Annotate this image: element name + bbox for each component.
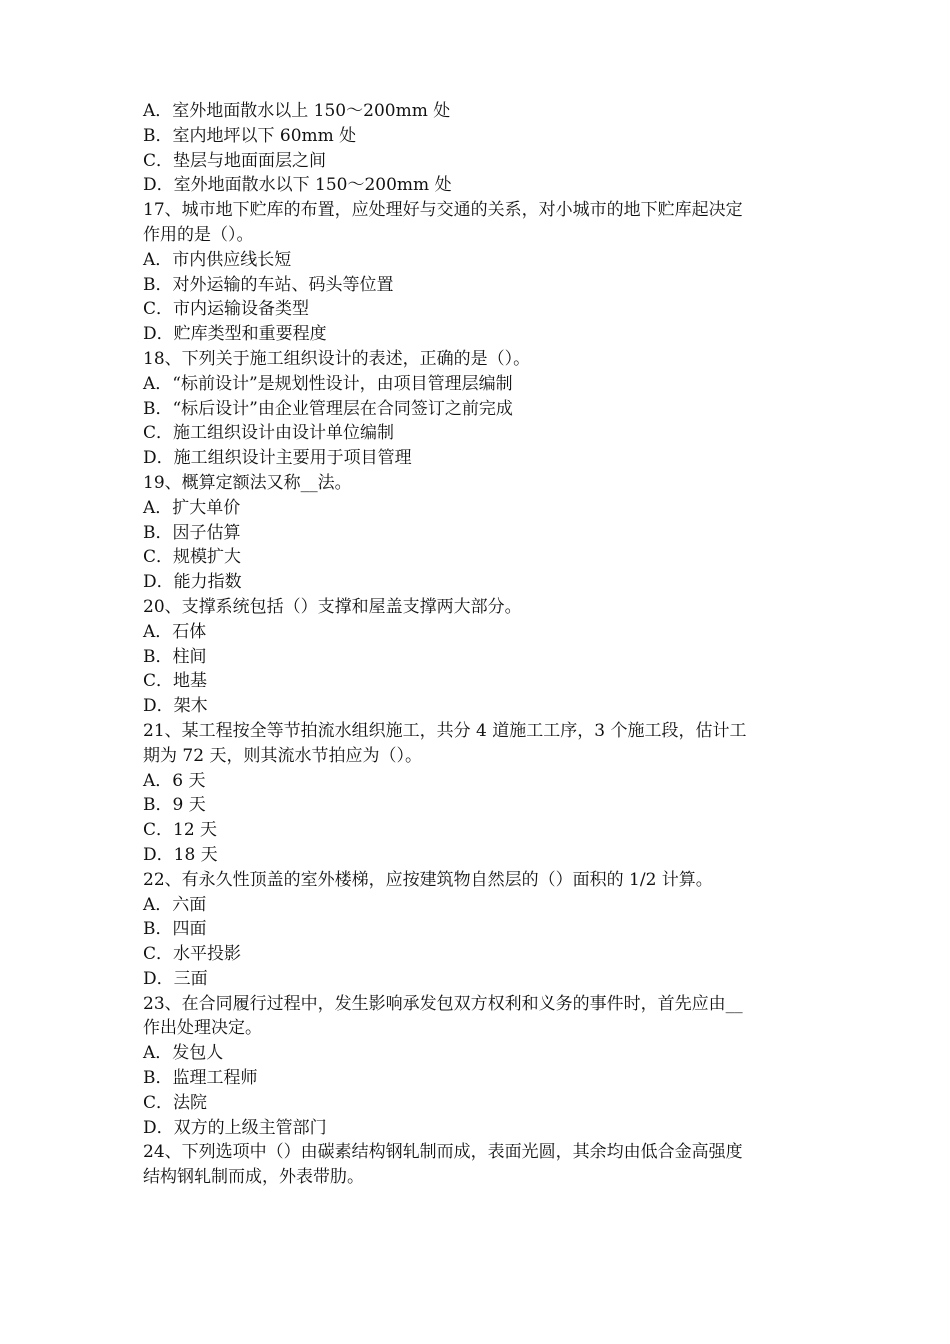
question-21: 21、某工程按全等节拍流水组织施工，共分 4 道施工工序，3 个施工段，估计工	[143, 720, 747, 741]
option-a-q17: A．市内供应线长短	[143, 249, 292, 270]
option-c-q20: C．地基	[143, 671, 208, 692]
question-24-cont: 结构钢轧制而成，外表带肋。	[143, 1167, 364, 1188]
option-d-q17: D．贮库类型和重要程度	[143, 324, 327, 345]
document-page	[143, 99, 823, 1190]
option-c-q23: C．法院	[143, 1092, 208, 1113]
option-c-q17: C．市内运输设备类型	[143, 299, 310, 320]
option-c-q21: C．12 天	[143, 820, 218, 841]
option-d-q21: D．18 天	[143, 844, 218, 865]
question-17-cont: 作用的是（）。	[143, 224, 254, 245]
option-a-q23: A．发包人	[143, 1043, 224, 1064]
option-a-q22: A．六面	[143, 894, 207, 915]
option-b-q17: B．对外运输的车站、码头等位置	[143, 274, 394, 295]
option-d-q22: D．三面	[143, 968, 208, 989]
option-d-q20: D．架木	[143, 696, 208, 717]
question-19: 19、概算定额法又称__法。	[143, 472, 352, 493]
option-b-q16: B．室内地坪以下 60mm 处	[143, 125, 357, 146]
option-d-q19: D．能力指数	[143, 572, 242, 593]
question-18: 18、下列关于施工组织设计的表述，正确的是（）。	[143, 348, 531, 369]
option-c-q22: C．水平投影	[143, 944, 242, 965]
option-a-q21: A．6 天	[143, 770, 206, 791]
question-20: 20、支撑系统包括（）支撑和屋盖支撑两大部分。	[143, 596, 522, 617]
option-a-q18: A．“标前设计”是规划性设计，由项目管理层编制	[143, 373, 513, 394]
option-a-q20: A．石体	[143, 621, 207, 642]
option-a-q19: A．扩大单价	[143, 497, 241, 518]
option-d-q18: D．施工组织设计主要用于项目管理	[143, 448, 412, 469]
option-c-q19: C．规模扩大	[143, 547, 242, 568]
option-b-q22: B．四面	[143, 919, 207, 940]
option-b-q21: B．9 天	[143, 795, 206, 816]
option-b-q23: B．监理工程师	[143, 1068, 258, 1089]
option-d-q23: D．双方的上级主管部门	[143, 1117, 327, 1138]
option-b-q18: B．“标后设计”由企业管理层在合同签订之前完成	[143, 398, 513, 419]
question-23-cont: 作出处理决定。	[143, 1018, 262, 1039]
question-22: 22、有永久性顶盖的室外楼梯，应按建筑物自然层的（）面积的 1/2 计算。	[143, 869, 713, 890]
question-24: 24、下列选项中（）由碳素结构钢轧制而成，表面光圆，其余均由低合金高强度	[143, 1142, 743, 1163]
option-a-q16: A．室外地面散水以上 150～200mm 处	[143, 101, 451, 121]
option-b-q19: B．因子估算	[143, 522, 241, 543]
option-c-q16: C．垫层与地面面层之间	[143, 150, 327, 171]
question-17: 17、城市地下贮库的布置，应处理好与交通的关系，对小城市的地下贮库起决定	[143, 200, 743, 221]
question-23: 23、在合同履行过程中，发生影响承发包双方权利和义务的事件时，首先应由__	[143, 993, 743, 1014]
question-21-cont: 期为 72 天，则其流水节拍应为（）。	[143, 745, 422, 766]
option-b-q20: B．柱间	[143, 646, 207, 667]
option-d-q16: D．室外地面散水以下 150～200mm 处	[143, 175, 452, 196]
option-c-q18: C．施工组织设计由设计单位编制	[143, 423, 395, 444]
